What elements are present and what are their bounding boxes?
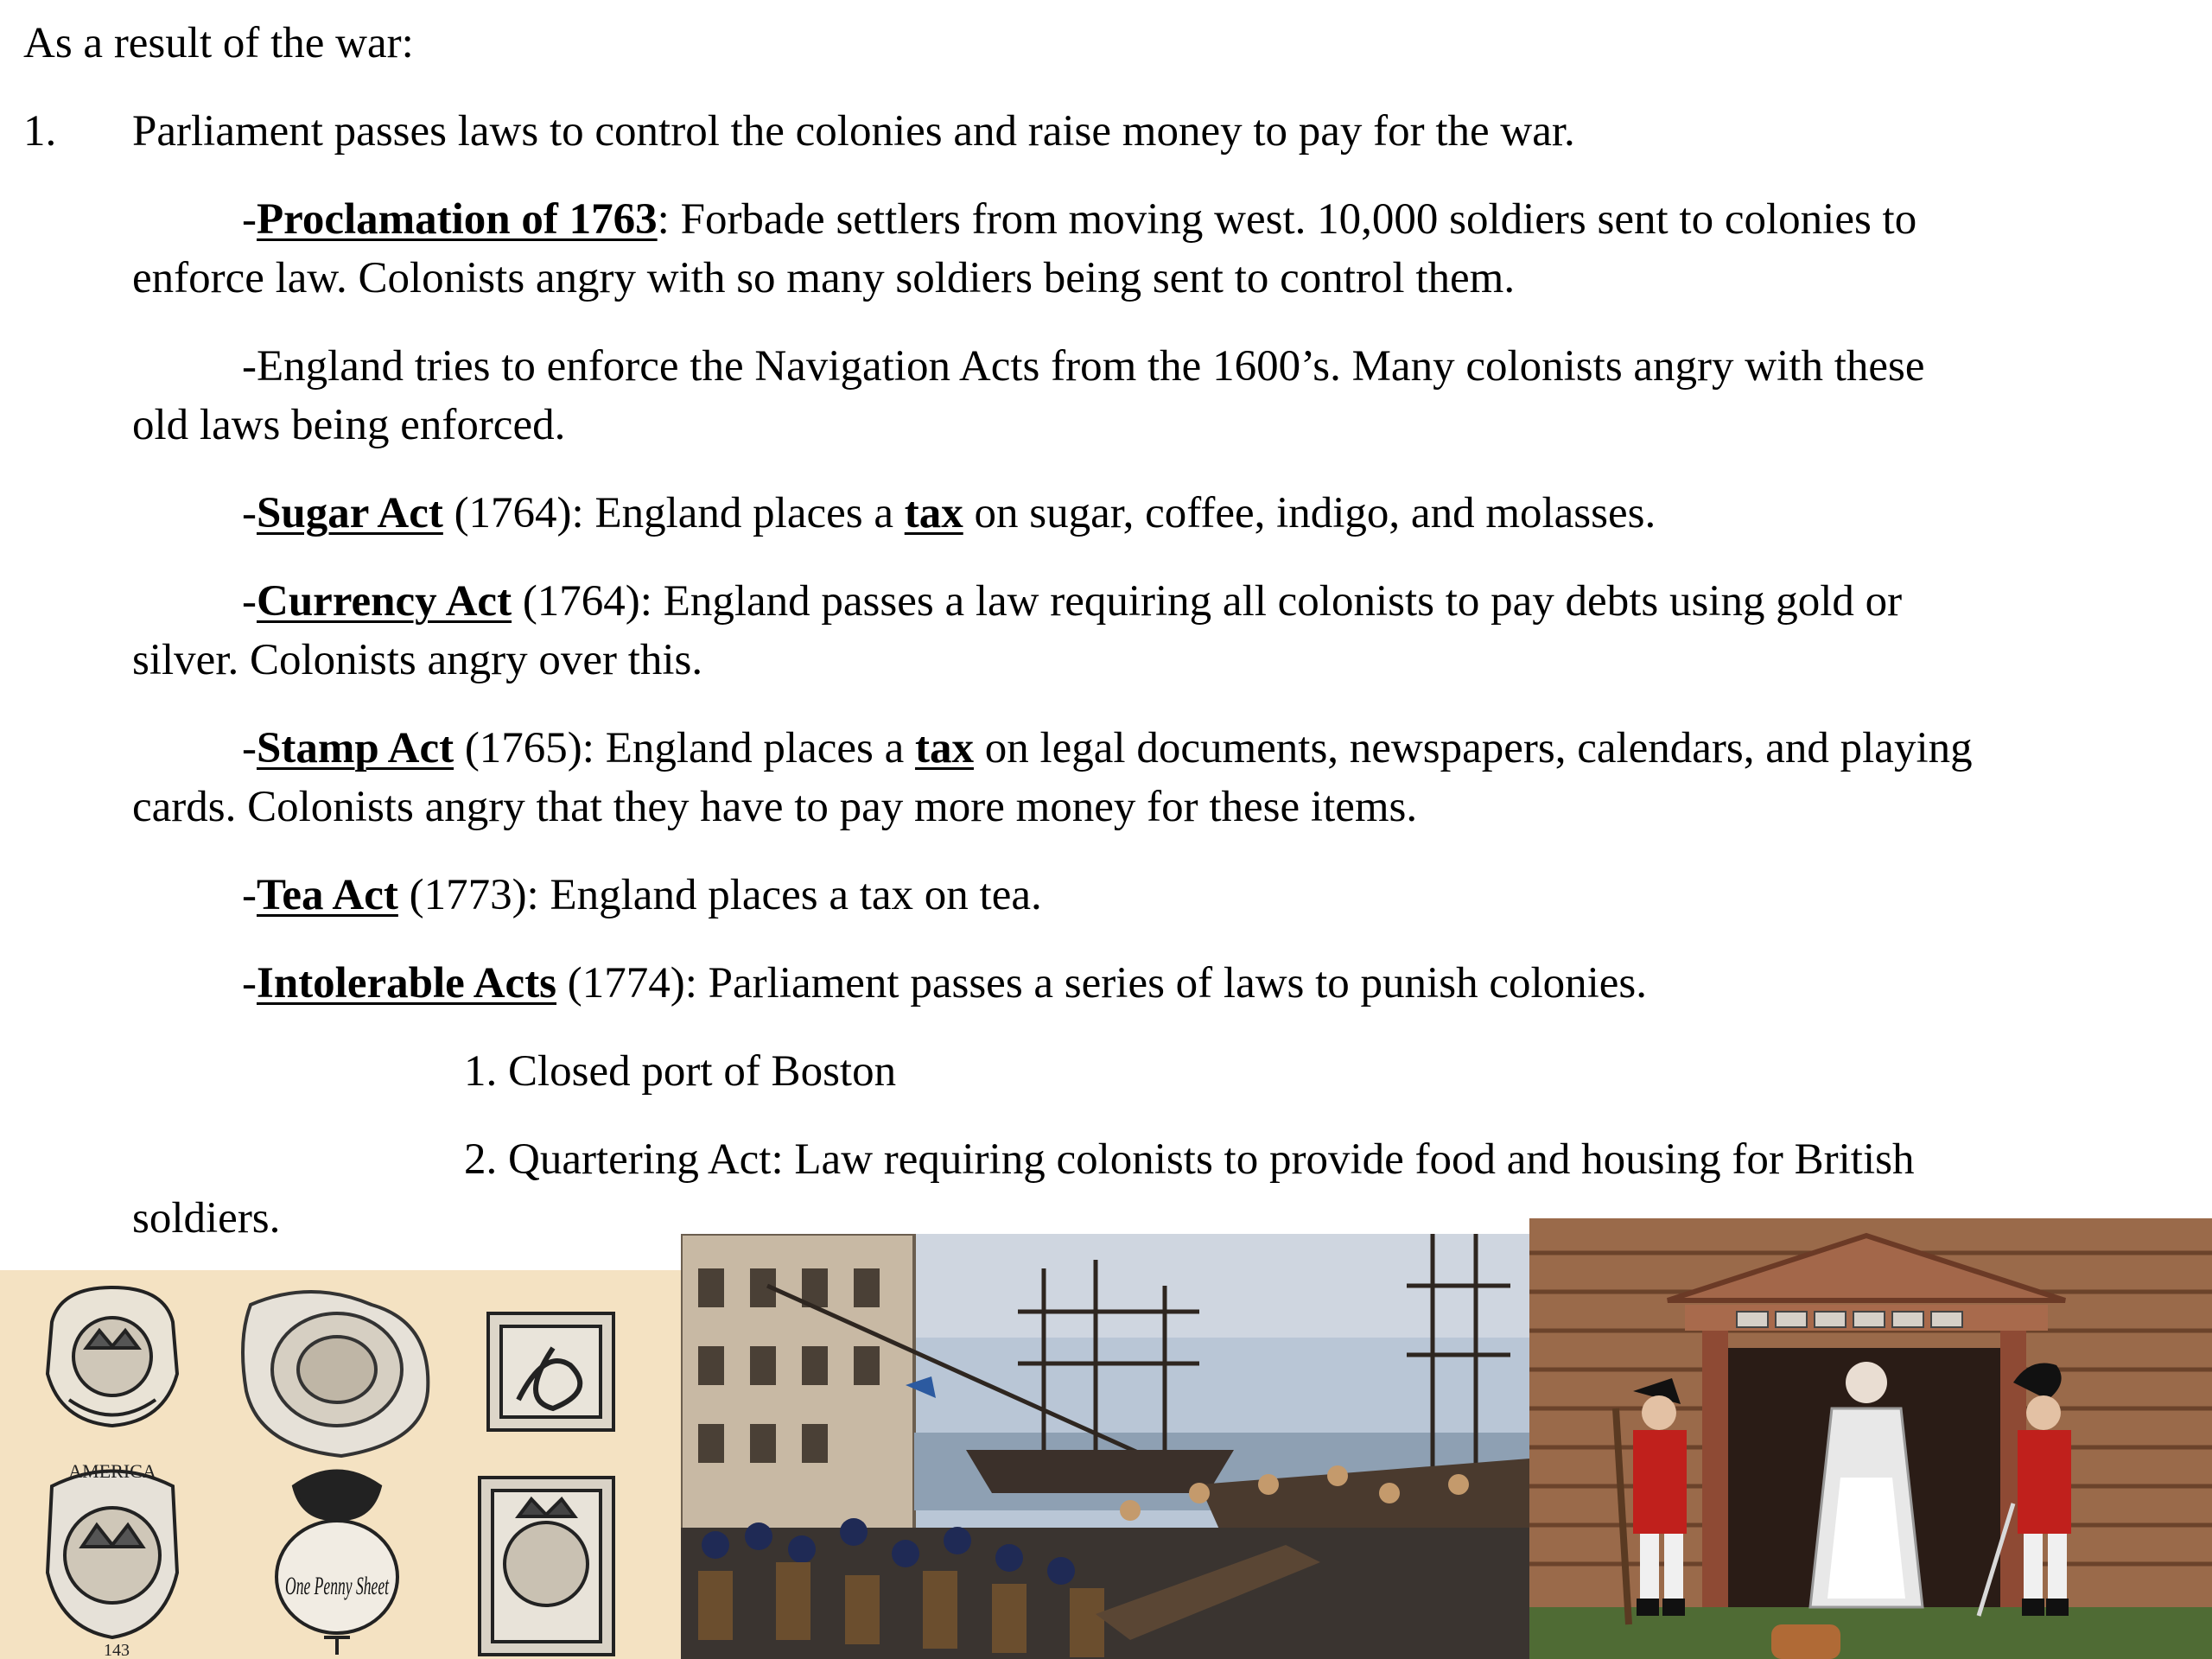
tea-act-term: Tea Act xyxy=(256,871,398,919)
dash: - xyxy=(242,195,257,244)
dash: - xyxy=(242,871,257,919)
intolerable-acts-term: Intolerable Acts xyxy=(256,959,557,1007)
stamp-act-stamps-image xyxy=(0,1270,681,1659)
dash: - xyxy=(242,724,257,772)
dash: - xyxy=(242,489,257,537)
intolerable-item-2-continued: soldiers. xyxy=(132,1194,281,1243)
intolerable-acts-rest: (1774): Parliament passes a series of laws to punish colonies. xyxy=(556,959,1648,1007)
monogram-stamp-icon xyxy=(488,1313,613,1430)
sugar-act-mid: (1764): England places a xyxy=(442,489,905,537)
seal-stamp-icon xyxy=(243,1292,428,1456)
proclamation-line-1 xyxy=(242,190,1916,249)
stamp-act-mid: (1765): England places a xyxy=(454,724,915,772)
trunk-icon xyxy=(1771,1624,1840,1659)
stamp-act-term: Stamp Act xyxy=(256,724,454,772)
stamp-act-line-2: cards. Colonists angry that they have to pay more money for these items. xyxy=(132,783,1418,831)
sugar-act-line xyxy=(242,484,1656,543)
dash: - xyxy=(242,959,257,1007)
svg-text:143: 143 xyxy=(104,1641,130,1659)
currency-act-term: Currency Act xyxy=(256,577,512,626)
intolerable-item-2: 2. Quartering Act: Law requiring colonists to provide food and housing for British xyxy=(464,1135,1915,1184)
svg-text:AMERICA: AMERICA xyxy=(68,1460,156,1482)
tea-act-rest: (1773): England places a tax on tea. xyxy=(397,871,1042,919)
point-1-number: 1. xyxy=(23,107,57,156)
currency-act-line-2: silver. Colonists angry over this. xyxy=(132,636,703,684)
sugar-act-term: Sugar Act xyxy=(256,489,443,537)
crown-stamp-icon xyxy=(48,1287,177,1426)
dash: - xyxy=(242,577,257,626)
proclamation-line-2: enforce law. Colonists angry with so many soldiers being sent to control them. xyxy=(132,254,1516,302)
tax-term: tax xyxy=(914,724,974,772)
stamp-act-end: on legal documents, newspapers, calendars, and playing xyxy=(973,724,1973,772)
shilling-stamp-icon xyxy=(480,1478,613,1655)
currency-act-line-1 xyxy=(242,572,1902,631)
proclamation-term: Proclamation of 1763 xyxy=(256,195,658,244)
navigation-line-1: -England tries to enforce the Navigation Acts from the 1600’s. Many colonists angry with these xyxy=(242,342,1925,391)
stamp-act-line-1 xyxy=(242,719,1973,778)
tea-act-line xyxy=(242,866,1042,925)
currency-act-rest: (1764): England passes a law requiring all colonists to pay debts using gold or xyxy=(512,577,1903,626)
sugar-act-end: on sugar, coffee, indigo, and molasses. xyxy=(963,489,1656,537)
quartering-act-photo xyxy=(1529,1218,2212,1659)
heading: As a result of the war: xyxy=(23,19,414,67)
intolerable-acts-line xyxy=(242,954,1647,1013)
navigation-line-2: old laws being enforced. xyxy=(132,401,566,449)
intolerable-item-1: 1. Closed port of Boston xyxy=(464,1047,897,1096)
proclamation-rest: : Forbade settlers from moving west. 10,000 soldiers sent to colonies to xyxy=(657,195,1917,244)
svg-text:One Penny Sheet: One Penny Sheet xyxy=(285,1572,390,1600)
point-1-text: Parliament passes laws to control the colonies and raise money to pay for the war. xyxy=(132,107,1575,156)
tax-term: tax xyxy=(904,489,963,537)
boston-tea-party-image xyxy=(681,1234,1529,1659)
